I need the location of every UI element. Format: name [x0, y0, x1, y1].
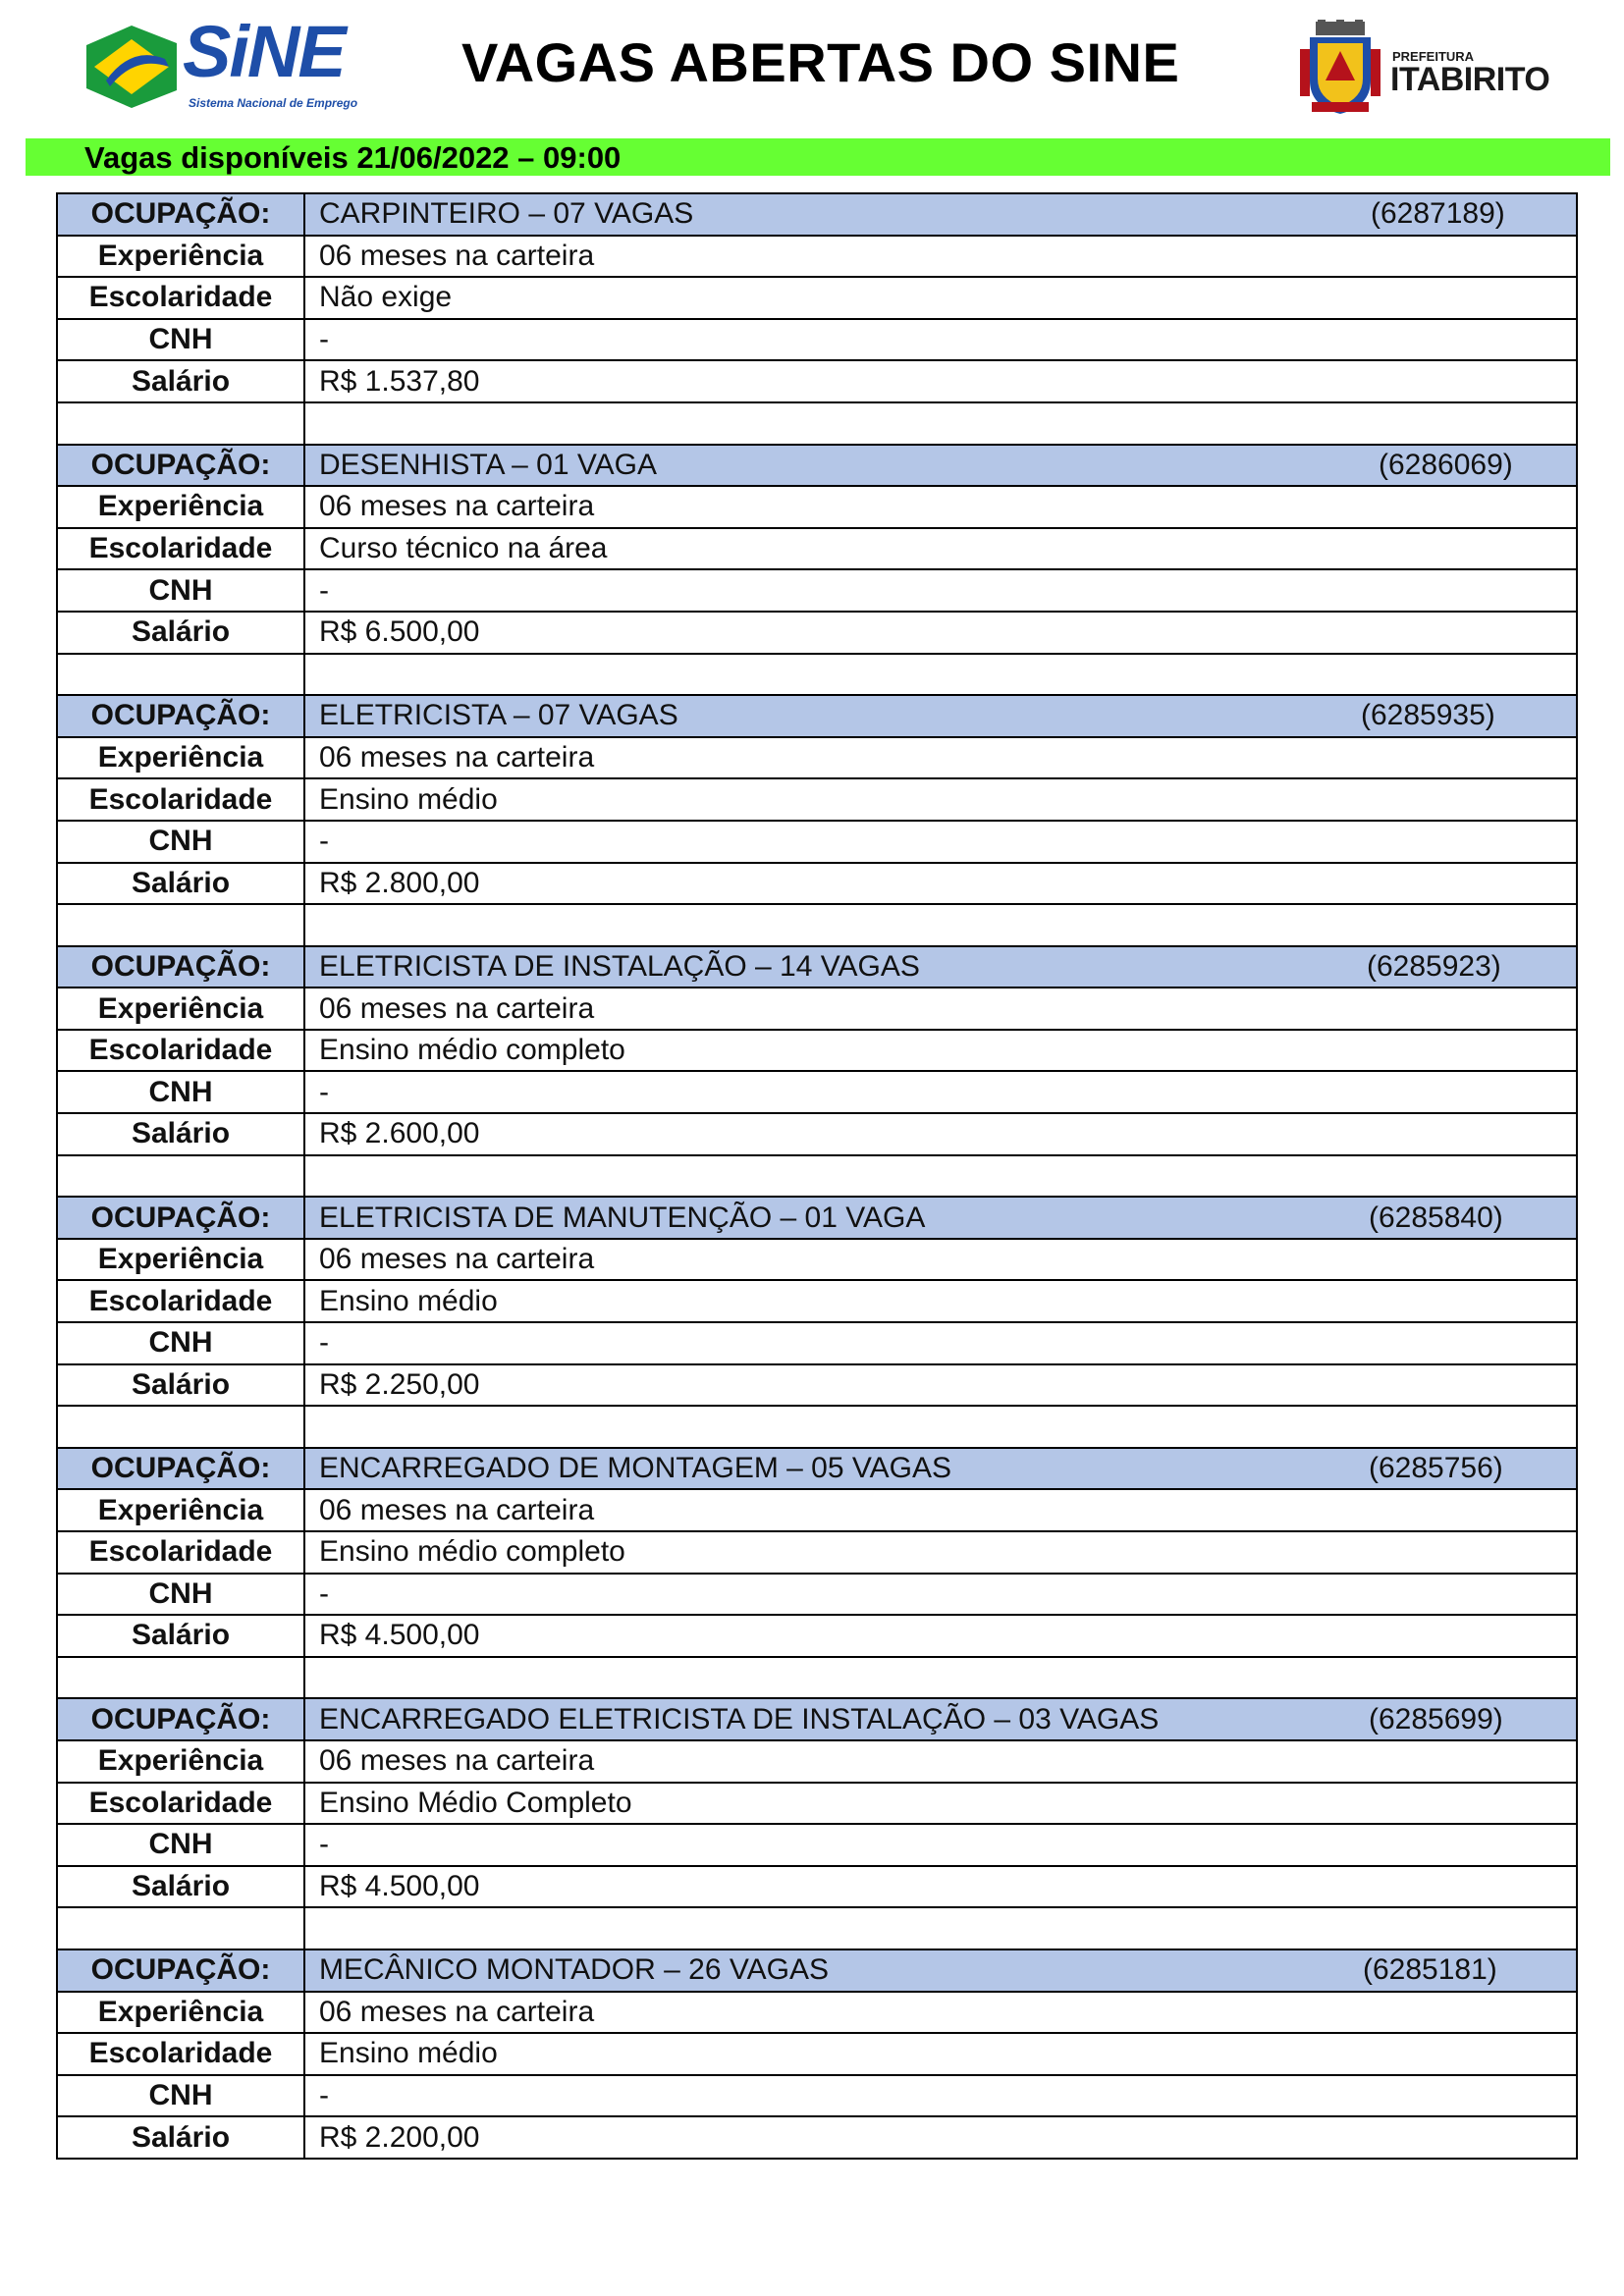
experiencia-label: Experiência	[57, 1740, 304, 1783]
occupation-title-cell	[304, 1698, 1577, 1740]
escolaridade-value: Não exige	[304, 277, 1577, 319]
salario-row	[57, 612, 1577, 654]
spacer-cell	[304, 904, 1577, 946]
cnh-value: -	[304, 1574, 1577, 1616]
salario-value: R$ 1.537,80	[304, 360, 1577, 402]
occupation-row	[57, 695, 1577, 737]
experiencia-value: 06 meses na carteira	[304, 1489, 1577, 1531]
occupation-label: OCUPAÇÃO:	[57, 695, 304, 737]
salario-row	[57, 360, 1577, 402]
occupation-title-cell	[304, 1448, 1577, 1490]
salario-row	[57, 1866, 1577, 1908]
cnh-value: -	[304, 2075, 1577, 2117]
escolaridade-row	[57, 778, 1577, 821]
cnh-value: -	[304, 1824, 1577, 1866]
salario-label: Salário	[57, 2116, 304, 2159]
occupation-title-cell	[304, 1949, 1577, 1992]
sine-flag-icon	[86, 26, 177, 108]
spacer-row	[57, 1657, 1577, 1699]
escolaridade-row	[57, 1531, 1577, 1574]
salario-value: R$ 2.800,00	[304, 863, 1577, 905]
spacer-cell	[57, 1657, 304, 1699]
experiencia-value: 06 meses na carteira	[304, 1992, 1577, 2034]
experiencia-label: Experiência	[57, 236, 304, 278]
escolaridade-value: Ensino médio completo	[304, 1030, 1577, 1072]
cnh-label: CNH	[57, 1071, 304, 1113]
spacer-row	[57, 1406, 1577, 1448]
vacancy-code: (6285923)	[1367, 949, 1501, 983]
salario-label: Salário	[57, 1866, 304, 1908]
vacancy-code: (6285840)	[1369, 1201, 1503, 1234]
date-banner-text: Vagas disponíveis 21/06/2022 – 09:00	[84, 140, 622, 175]
occupation-row	[57, 946, 1577, 988]
occupation-row	[57, 193, 1577, 236]
salario-value: R$ 4.500,00	[304, 1866, 1577, 1908]
occupation-label: OCUPAÇÃO:	[57, 1698, 304, 1740]
salario-label: Salário	[57, 1615, 304, 1657]
experiencia-value: 06 meses na carteira	[304, 486, 1577, 528]
experiencia-row	[57, 1992, 1577, 2034]
occupation-title-cell	[304, 445, 1577, 487]
cnh-row	[57, 319, 1577, 361]
salario-value: R$ 2.250,00	[304, 1364, 1577, 1407]
occupation-row	[57, 1698, 1577, 1740]
experiencia-value: 06 meses na carteira	[304, 236, 1577, 278]
page-header	[0, 0, 1624, 137]
escolaridade-label: Escolaridade	[57, 277, 304, 319]
cnh-row	[57, 1824, 1577, 1866]
experiencia-label: Experiência	[57, 737, 304, 779]
spacer-cell	[304, 402, 1577, 445]
occupation-row	[57, 1197, 1577, 1239]
escolaridade-value: Ensino médio completo	[304, 1531, 1577, 1574]
cnh-row	[57, 569, 1577, 612]
salario-value: R$ 2.600,00	[304, 1113, 1577, 1155]
experiencia-row	[57, 486, 1577, 528]
date-banner	[26, 138, 1610, 176]
spacer-cell	[57, 1406, 304, 1448]
cnh-label: CNH	[57, 2075, 304, 2117]
occupation-title: ELETRICISTA – 07 VAGAS	[319, 699, 678, 732]
spacer-cell	[57, 904, 304, 946]
occupation-title: CARPINTEIRO – 07 VAGAS	[319, 197, 694, 231]
salario-label: Salário	[57, 360, 304, 402]
cnh-row	[57, 2075, 1577, 2117]
spacer-row	[57, 1907, 1577, 1949]
escolaridade-label: Escolaridade	[57, 2033, 304, 2075]
occupation-row	[57, 1949, 1577, 1992]
experiencia-label: Experiência	[57, 1992, 304, 2034]
salario-label: Salário	[57, 863, 304, 905]
prefeitura-name: ITABIRITO	[1390, 61, 1550, 98]
spacer-row	[57, 654, 1577, 696]
escolaridade-row	[57, 528, 1577, 570]
salario-row	[57, 1615, 1577, 1657]
vacancy-code: (6287189)	[1371, 197, 1505, 231]
occupation-label: OCUPAÇÃO:	[57, 445, 304, 487]
experiencia-label: Experiência	[57, 988, 304, 1030]
escolaridade-row	[57, 277, 1577, 319]
vacancy-code: (6285699)	[1369, 1702, 1503, 1735]
cnh-value: -	[304, 319, 1577, 361]
vacancy-code: (6285935)	[1361, 699, 1495, 732]
occupation-label: OCUPAÇÃO:	[57, 946, 304, 988]
occupation-title-cell	[304, 193, 1577, 236]
vacancy-code: (6285756)	[1369, 1452, 1503, 1485]
experiencia-row	[57, 1239, 1577, 1281]
cnh-label: CNH	[57, 821, 304, 863]
salario-label: Salário	[57, 612, 304, 654]
escolaridade-label: Escolaridade	[57, 778, 304, 821]
spacer-cell	[57, 1907, 304, 1949]
escolaridade-value: Ensino médio	[304, 2033, 1577, 2075]
escolaridade-label: Escolaridade	[57, 528, 304, 570]
cnh-value: -	[304, 569, 1577, 612]
occupation-row	[57, 1448, 1577, 1490]
escolaridade-label: Escolaridade	[57, 1030, 304, 1072]
cnh-row	[57, 1071, 1577, 1113]
experiencia-value: 06 meses na carteira	[304, 1239, 1577, 1281]
escolaridade-value: Ensino médio	[304, 778, 1577, 821]
escolaridade-value: Ensino Médio Completo	[304, 1783, 1577, 1825]
occupation-label: OCUPAÇÃO:	[57, 193, 304, 236]
occupation-row	[57, 445, 1577, 487]
cnh-row	[57, 1574, 1577, 1616]
cnh-label: CNH	[57, 1322, 304, 1364]
occupation-title-cell	[304, 1197, 1577, 1239]
occupation-title-cell	[304, 695, 1577, 737]
experiencia-row	[57, 737, 1577, 779]
occupation-title: ENCARREGADO DE MONTAGEM – 05 VAGAS	[319, 1452, 952, 1485]
spacer-cell	[57, 654, 304, 696]
experiencia-value: 06 meses na carteira	[304, 988, 1577, 1030]
experiencia-label: Experiência	[57, 486, 304, 528]
experiencia-row	[57, 1740, 1577, 1783]
salario-row	[57, 2116, 1577, 2159]
spacer-cell	[304, 1155, 1577, 1198]
salario-row	[57, 863, 1577, 905]
salario-row	[57, 1364, 1577, 1407]
experiencia-label: Experiência	[57, 1239, 304, 1281]
escolaridade-row	[57, 2033, 1577, 2075]
experiencia-row	[57, 1489, 1577, 1531]
page-title: VAGAS ABERTAS DO SINE	[461, 31, 1180, 93]
spacer-row	[57, 402, 1577, 445]
vacancy-code: (6286069)	[1379, 448, 1513, 481]
salario-label: Salário	[57, 1113, 304, 1155]
sine-logo-text: SiNE	[183, 11, 345, 92]
occupation-label: OCUPAÇÃO:	[57, 1448, 304, 1490]
occupation-title: MECÂNICO MONTADOR – 26 VAGAS	[319, 1953, 829, 1987]
cnh-label: CNH	[57, 569, 304, 612]
cnh-value: -	[304, 1322, 1577, 1364]
spacer-row	[57, 904, 1577, 946]
salario-value: R$ 2.200,00	[304, 2116, 1577, 2159]
cnh-row	[57, 821, 1577, 863]
experiencia-row	[57, 988, 1577, 1030]
cnh-label: CNH	[57, 319, 304, 361]
sine-logo-subtitle: Sistema Nacional de Emprego	[189, 96, 358, 110]
escolaridade-value: Curso técnico na área	[304, 528, 1577, 570]
escolaridade-label: Escolaridade	[57, 1280, 304, 1322]
cnh-value: -	[304, 821, 1577, 863]
occupation-title-cell	[304, 946, 1577, 988]
prefeitura-logo	[1296, 20, 1550, 118]
cnh-label: CNH	[57, 1824, 304, 1866]
spacer-cell	[304, 1907, 1577, 1949]
occupation-label: OCUPAÇÃO:	[57, 1197, 304, 1239]
sine-logo	[86, 11, 361, 116]
spacer-cell	[304, 654, 1577, 696]
jobs-table	[56, 192, 1578, 2160]
experiencia-row	[57, 236, 1577, 278]
cnh-value: -	[304, 1071, 1577, 1113]
escolaridade-row	[57, 1783, 1577, 1825]
spacer-cell	[304, 1406, 1577, 1448]
occupation-label: OCUPAÇÃO:	[57, 1949, 304, 1992]
occupation-title: ELETRICISTA DE MANUTENÇÃO – 01 VAGA	[319, 1201, 926, 1234]
spacer-row	[57, 1155, 1577, 1198]
prefeitura-label: PREFEITURA	[1392, 49, 1475, 64]
salario-row	[57, 1113, 1577, 1155]
city-crest-icon	[1296, 20, 1384, 118]
cnh-label: CNH	[57, 1574, 304, 1616]
occupation-title: DESENHISTA – 01 VAGA	[319, 448, 658, 481]
vacancy-code: (6285181)	[1363, 1953, 1497, 1987]
salario-label: Salário	[57, 1364, 304, 1407]
occupation-title: ELETRICISTA DE INSTALAÇÃO – 14 VAGAS	[319, 949, 920, 983]
spacer-cell	[57, 1155, 304, 1198]
experiencia-value: 06 meses na carteira	[304, 737, 1577, 779]
escolaridade-label: Escolaridade	[57, 1531, 304, 1574]
escolaridade-row	[57, 1280, 1577, 1322]
escolaridade-row	[57, 1030, 1577, 1072]
spacer-cell	[304, 1657, 1577, 1699]
escolaridade-value: Ensino médio	[304, 1280, 1577, 1322]
occupation-title: ENCARREGADO ELETRICISTA DE INSTALAÇÃO – 03 VAGAS	[319, 1702, 1160, 1735]
cnh-row	[57, 1322, 1577, 1364]
salario-value: R$ 4.500,00	[304, 1615, 1577, 1657]
salario-value: R$ 6.500,00	[304, 612, 1577, 654]
experiencia-label: Experiência	[57, 1489, 304, 1531]
escolaridade-label: Escolaridade	[57, 1783, 304, 1825]
spacer-cell	[57, 402, 304, 445]
experiencia-value: 06 meses na carteira	[304, 1740, 1577, 1783]
